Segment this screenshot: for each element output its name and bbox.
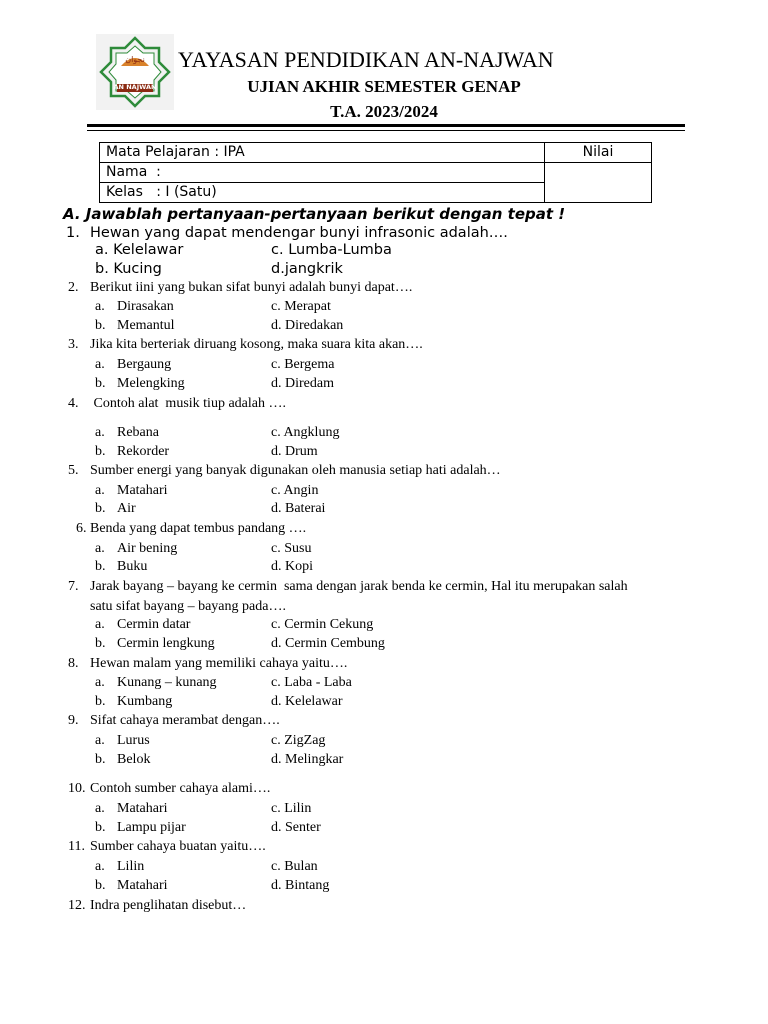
question-number: 5. xyxy=(68,463,79,478)
question-9 xyxy=(68,711,280,730)
question-11 xyxy=(68,837,266,856)
question-5 xyxy=(68,461,501,480)
subject-field: Mata Pelajaran : IPA xyxy=(100,143,545,163)
option-c[interactable]: c. Cermin Cekung xyxy=(271,617,374,632)
option-b[interactable]: Lampu pijar xyxy=(117,820,186,835)
name-field[interactable]: Nama : xyxy=(100,163,545,183)
logo-arabic-text: نجوان xyxy=(125,55,145,64)
logo-text: AN NAJWAN xyxy=(113,83,157,91)
option-a[interactable]: Lilin xyxy=(117,859,145,874)
option-d[interactable]: d. Melingkar xyxy=(271,752,344,767)
section-title: A. Jawablah pertanyaan-pertanyaan berikut dengan tepat ! xyxy=(63,205,566,223)
option-b-letter: b. xyxy=(95,878,106,893)
option-c[interactable]: c. Merapat xyxy=(271,299,331,314)
option-b[interactable]: Air xyxy=(117,501,136,516)
option-b-letter: b. xyxy=(95,376,106,391)
option-a-letter: a. xyxy=(95,483,105,498)
question-12 xyxy=(68,896,247,915)
option-d[interactable]: d. Kopi xyxy=(271,559,313,574)
option-b-letter: b. xyxy=(95,636,106,651)
option-a[interactable]: a. Kelelawar xyxy=(95,242,184,258)
question-text: Contoh alat musik tiup adalah …. xyxy=(90,396,286,411)
question-text: Sumber cahaya buatan yaitu…. xyxy=(90,839,266,854)
option-d[interactable]: d. Baterai xyxy=(271,501,326,516)
option-d[interactable]: d. Diredam xyxy=(271,376,334,391)
option-a-letter: a. xyxy=(95,541,105,556)
header-divider-thin xyxy=(87,130,685,131)
option-d[interactable]: d. Diredakan xyxy=(271,318,344,333)
question-number: 9. xyxy=(68,713,79,728)
exam-title: UJIAN AKHIR SEMESTER GENAP xyxy=(247,77,521,96)
school-name: YAYASAN PENDIDIKAN AN-NAJWAN xyxy=(178,47,554,72)
option-a-letter: a. xyxy=(95,357,105,372)
question-3 xyxy=(68,335,423,354)
option-b[interactable]: Melengking xyxy=(117,376,185,391)
academic-year: T.A. 2023/2024 xyxy=(330,102,438,121)
question-4 xyxy=(68,394,286,413)
option-b-letter: b. xyxy=(95,694,106,709)
question-number: 11. xyxy=(68,839,85,854)
class-field: Kelas : I (Satu) xyxy=(100,183,545,203)
option-a[interactable]: Lurus xyxy=(117,733,150,748)
option-c[interactable]: c. Laba - Laba xyxy=(271,675,352,690)
option-a[interactable]: Cermin datar xyxy=(117,617,191,632)
question-text: Contoh sumber cahaya alami…. xyxy=(90,781,271,796)
option-b[interactable]: Cermin lengkung xyxy=(117,636,215,651)
question-1 xyxy=(66,224,508,243)
option-c[interactable]: c. Lumba-Lumba xyxy=(271,242,392,258)
question-text: Jarak bayang – bayang ke cermin sama dengan jarak benda ke cermin, Hal itu merupakan salah xyxy=(90,579,628,594)
question-number: 1. xyxy=(66,225,80,241)
option-c[interactable]: c. Angklung xyxy=(271,425,340,440)
option-d[interactable]: d. Drum xyxy=(271,444,318,459)
option-b[interactable]: Rekorder xyxy=(117,444,170,459)
option-c[interactable]: c. Bulan xyxy=(271,859,318,874)
option-b[interactable]: Kumbang xyxy=(117,694,173,709)
option-a[interactable]: Kunang – kunang xyxy=(117,675,217,690)
option-a[interactable]: Air bening xyxy=(117,541,178,556)
question-number: 10. xyxy=(68,781,86,796)
question-number: 2. xyxy=(68,280,79,295)
option-c[interactable]: c. Angin xyxy=(271,483,319,498)
option-b-letter: b. xyxy=(95,444,106,459)
option-b-letter: b. xyxy=(95,820,106,835)
option-a[interactable]: Matahari xyxy=(117,801,168,816)
option-c[interactable]: c. ZigZag xyxy=(271,733,326,748)
option-d[interactable]: d. Kelelawar xyxy=(271,694,343,709)
question-number: 4. xyxy=(68,396,79,411)
question-8 xyxy=(68,654,348,673)
option-a-letter: a. xyxy=(95,859,105,874)
option-c[interactable]: c. Susu xyxy=(271,541,312,556)
question-text: Hewan malam yang memiliki cahaya yaitu…. xyxy=(90,656,348,671)
question-7-continued: satu sifat bayang – bayang pada…. xyxy=(90,599,286,614)
option-b-letter: b. xyxy=(95,752,106,767)
question-6 xyxy=(76,519,307,538)
option-a-letter: a. xyxy=(95,425,105,440)
header-divider xyxy=(87,124,685,127)
question-number: 3. xyxy=(68,337,79,352)
option-c[interactable]: c. Bergema xyxy=(271,357,335,372)
question-text: Benda yang dapat tembus pandang …. xyxy=(90,521,307,536)
option-a[interactable]: Bergaung xyxy=(117,357,172,372)
score-box[interactable] xyxy=(545,163,652,203)
option-a-letter: a. xyxy=(95,801,105,816)
option-a[interactable]: Dirasakan xyxy=(117,299,174,314)
question-text: Berikut iini yang bukan sifat bunyi adalah bunyi dapat…. xyxy=(90,280,413,295)
option-b[interactable]: Matahari xyxy=(117,878,168,893)
option-d[interactable]: d.jangkrik xyxy=(271,261,343,277)
option-b[interactable]: Memantul xyxy=(117,318,175,333)
option-a-letter: a. xyxy=(95,675,105,690)
option-b-letter: b. xyxy=(95,318,106,333)
question-number: 8. xyxy=(68,656,79,671)
option-b[interactable]: Buku xyxy=(117,559,148,574)
score-label: Nilai xyxy=(545,143,652,163)
question-text: Jika kita berteriak diruang kosong, maka suara kita akan…. xyxy=(90,337,423,352)
question-number: 7. xyxy=(68,579,79,594)
school-logo xyxy=(96,34,174,110)
question-text: Sumber energi yang banyak digunakan oleh manusia setiap hati adalah… xyxy=(90,463,501,478)
option-d[interactable]: d. Bintang xyxy=(271,878,330,893)
question-number: 6. xyxy=(76,521,87,536)
option-b[interactable]: Belok xyxy=(117,752,151,767)
option-d[interactable]: d. Cermin Cembung xyxy=(271,636,385,651)
question-number: 12. xyxy=(68,898,86,913)
question-text: Sifat cahaya merambat dengan…. xyxy=(90,713,280,728)
question-10 xyxy=(68,779,271,798)
option-a[interactable]: Rebana xyxy=(117,425,159,440)
question-text: Indra penglihatan disebut… xyxy=(90,898,247,913)
option-a[interactable]: Matahari xyxy=(117,483,168,498)
question-7 xyxy=(68,577,628,596)
option-a-letter: a. xyxy=(95,299,105,314)
student-info-table xyxy=(99,142,652,203)
option-b[interactable]: b. Kucing xyxy=(95,261,162,277)
question-2 xyxy=(68,278,413,297)
option-c[interactable]: c. Lilin xyxy=(271,801,312,816)
option-b-letter: b. xyxy=(95,501,106,516)
option-d[interactable]: d. Senter xyxy=(271,820,321,835)
option-a-letter: a. xyxy=(95,733,105,748)
option-b-letter: b. xyxy=(95,559,106,574)
question-text: Hewan yang dapat mendengar bunyi infrasonic adalah…. xyxy=(90,225,508,241)
option-a-letter: a. xyxy=(95,617,105,632)
